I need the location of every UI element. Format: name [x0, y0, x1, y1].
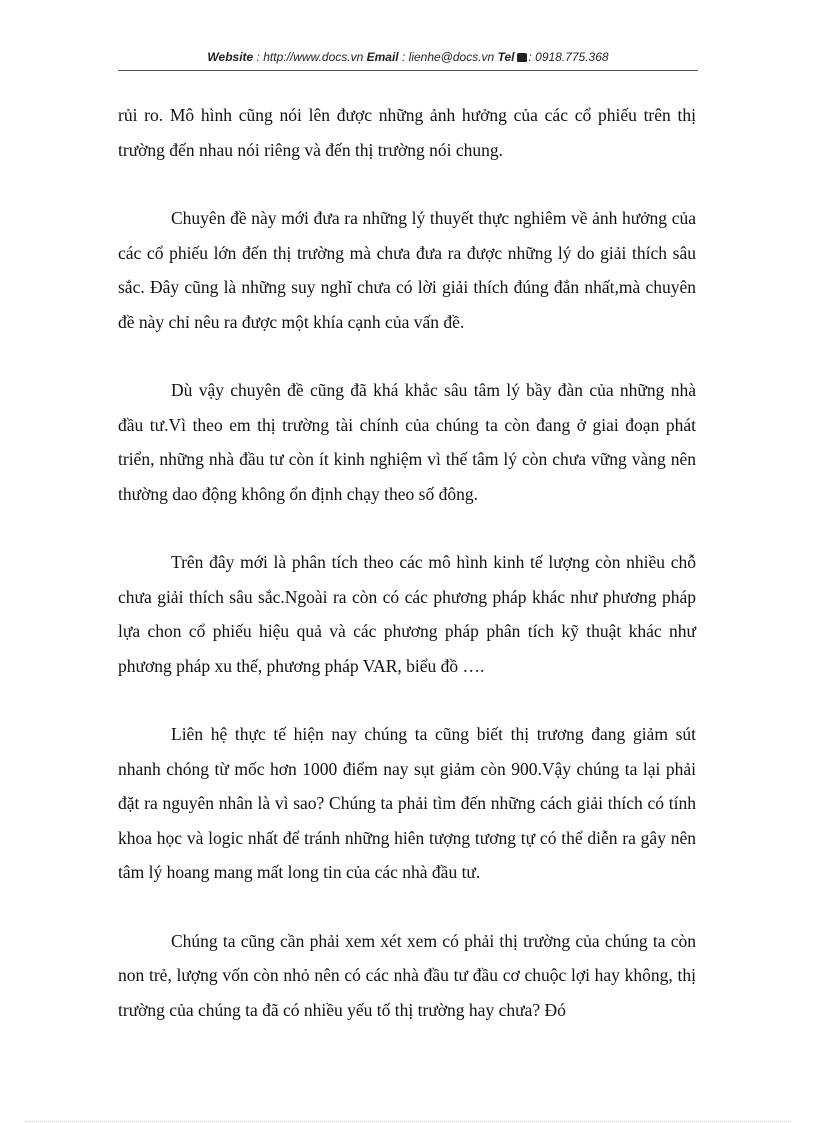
- email-separator: :: [398, 50, 409, 64]
- page-header: [118, 50, 698, 64]
- paragraph-1: rủi ro. Mô hình cũng nói lên được những ảnh hưởng của các cổ phiếu trên thị trường đến nhau nói riêng và đến thị trường nói chung.: [118, 105, 696, 160]
- paragraph-6: Chúng ta cũng cần phải xem xét xem có phải thị trường của chúng ta còn non trẻ, lượng vốn còn nhỏ nên có các nhà đầu tư đầu cơ chuộc lợi hay không, thị trường của chúng ta đã có nhiều yếu tố thị trường hay chưa? Đó: [118, 930, 696, 1020]
- email-label: Email: [366, 50, 399, 64]
- tel-value: : 0918.775.368: [528, 50, 609, 64]
- email-value[interactable]: lienhe@docs.vn: [408, 50, 495, 64]
- document-body: [118, 98, 696, 1061]
- header-divider: [118, 70, 698, 71]
- paragraph-2: Chuyên đề này mới đưa ra những lý thuyết thực nghiêm về ảnh hưởng của các cổ phiếu lớn đến thị trường mà chưa đưa ra được những lý do giải thích sâu sắc. Đây cũng là những suy nghĩ chưa có lời giải thích đúng đắn nhất,mà chuyên đề này chỉ nêu ra được một khía cạnh của vấn đề.: [118, 208, 696, 332]
- website-separator: :: [253, 50, 264, 64]
- paragraph-4: Trên đây mới là phân tích theo các mô hình kinh tế lượng còn nhiều chỗ chưa giải thích sâu sắc.Ngoài ra còn có các phương pháp khác như phương pháp lựa chon cổ phiếu hiệu quả và các phương pháp phân tích kỹ thuật khác như phương pháp xu thế, phương pháp VAR, biểu đồ ….: [118, 552, 696, 676]
- paragraph-5: Liên hệ thực tế hiện nay chúng ta cũng biết thị trương đang giảm sút nhanh chóng từ mốc hơn 1000 điểm nay sụt giảm còn 900.Vậy chúng ta lại phải đặt ra nguyên nhân là vì sao? Chúng ta phải tìm đến những cách giải thích có tính khoa học và logic nhất để tránh những hiên tượng tương tự có thể diễn ra gây nên tâm lý hoang mang mất long tin của các nhà đầu tư.: [118, 724, 696, 882]
- tel-label: Tel: [497, 50, 515, 64]
- phone-icon: [517, 53, 527, 62]
- website-url[interactable]: http://www.docs.vn: [263, 50, 364, 64]
- website-label: Website: [207, 50, 254, 64]
- page-bottom-divider: [25, 1121, 791, 1122]
- paragraph-3: Dù vậy chuyên đề cũng đã khá khắc sâu tâm lý bầy đàn của những nhà đầu tư.Vì theo em thị trường tài chính của chúng ta còn đang ở giai đoạn phát triển, những nhà đầu tư còn ít kinh nghiệm vì thế tâm lý còn chưa vững vàng nên thường dao động không ổn định chạy theo số đông.: [118, 380, 696, 504]
